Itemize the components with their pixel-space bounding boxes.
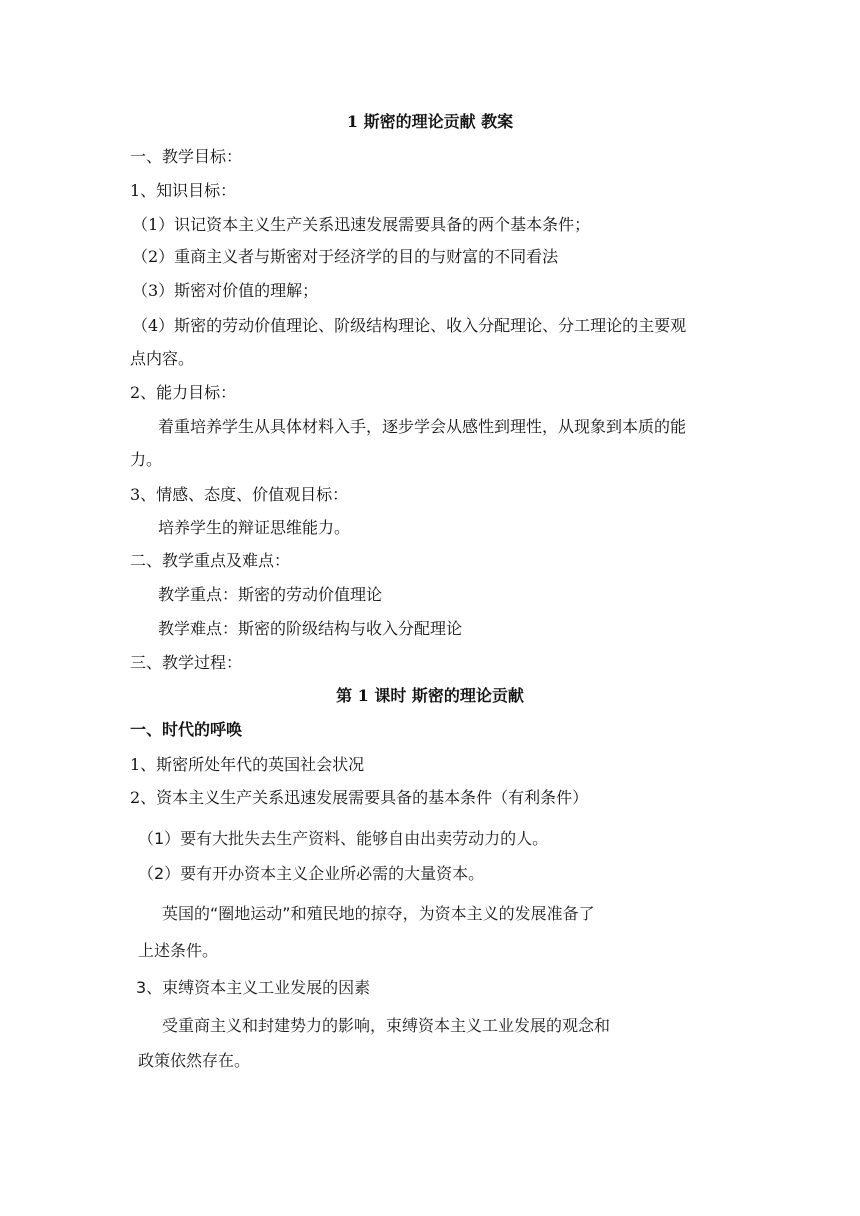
condition-item-1: （1）要有大批失去生产资料、能够自由出卖劳动力的人。 xyxy=(138,829,549,848)
ability-objectives-text: 着重培养学生从具体材料入手，逐步学会从感性到理性，从现象到本质的能 xyxy=(158,417,687,436)
england-paragraph-continued: 上述条件。 xyxy=(138,941,219,960)
teaching-key-point: 教学重点：斯密的劳动价值理论 xyxy=(158,585,383,604)
process-item-1: 1、斯密所处年代的英国社会状况 xyxy=(130,755,365,774)
section-heading-objectives: 一、教学目标： xyxy=(130,147,243,166)
knowledge-item-3: （3）斯密对价值的理解； xyxy=(132,281,319,300)
ability-objectives-heading: 2、能力目标： xyxy=(130,383,237,402)
section-heading-process: 三、教学过程： xyxy=(130,653,243,672)
factor-paragraph: 受重商主义和封建势力的影响，束缚资本主义工业发展的观念和 xyxy=(162,1016,611,1035)
factor-heading: 3、束缚资本主义工业发展的因素 xyxy=(136,978,371,997)
knowledge-item-4: （4）斯密的劳动价值理论、阶级结构理论、收入分配理论、分工理论的主要观 xyxy=(132,316,687,335)
knowledge-objectives-heading: 1、知识目标： xyxy=(130,181,237,200)
lesson-title: 第 1 课时 斯密的理论贡献 xyxy=(336,686,524,705)
teaching-difficult-point: 教学难点：斯密的阶级结构与收入分配理论 xyxy=(158,619,463,638)
emotion-objectives-heading: 3、情感、态度、价值观目标： xyxy=(130,485,349,504)
knowledge-item-4-continued: 点内容。 xyxy=(130,349,195,368)
emotion-objectives-text: 培养学生的辩证思维能力。 xyxy=(158,518,351,537)
ability-objectives-text-continued: 力。 xyxy=(130,450,163,469)
process-item-2: 2、资本主义生产关系迅速发展需要具备的基本条件（有利条件） xyxy=(130,788,589,807)
part-heading-era: 一、时代的呼唤 xyxy=(130,720,243,739)
section-heading-key-points: 二、教学重点及难点： xyxy=(130,551,291,570)
knowledge-item-2: （2）重商主义者与斯密对于经济学的目的与财富的不同看法 xyxy=(132,247,559,266)
england-paragraph: 英国的“圈地运动”和殖民地的掠夺，为资本主义的发展准备了 xyxy=(162,904,595,923)
document-title: 1 斯密的理论贡献 教案 xyxy=(346,112,514,131)
factor-paragraph-continued: 政策依然存在。 xyxy=(138,1051,251,1070)
condition-item-2: （2）要有开办资本主义企业所必需的大量资本。 xyxy=(138,864,485,883)
knowledge-item-1: （1）识记资本主义生产关系迅速发展需要具备的两个基本条件； xyxy=(132,215,591,234)
